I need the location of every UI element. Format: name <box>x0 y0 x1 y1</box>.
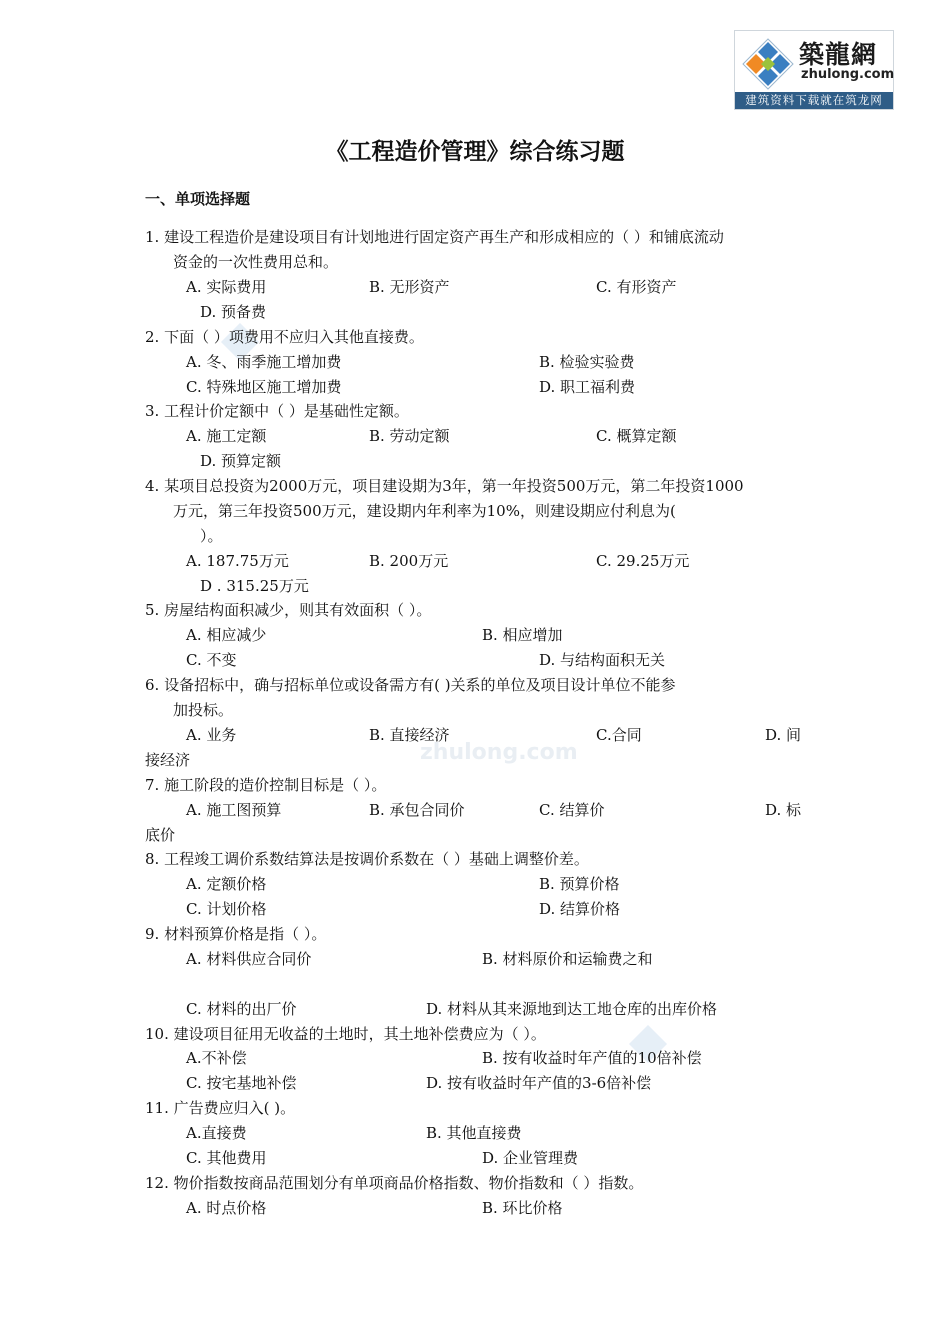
option: B. 其他直接费 <box>426 1124 522 1142</box>
option: B. 按有收益时年产值的10倍补偿 <box>482 1049 702 1067</box>
question-text: 7. 施工阶段的造价控制目标是（ ）。 <box>145 776 387 794</box>
option: D. 结算价格 <box>539 900 621 918</box>
option: C. 按宅基地补偿 <box>186 1074 297 1092</box>
option: D. 企业管理费 <box>482 1149 579 1167</box>
option: D. 标 <box>765 801 802 819</box>
question-text: ）。 <box>200 527 223 545</box>
option: C.合同 <box>596 726 642 744</box>
question-text: 1. 建设工程造价是建设项目有计划地进行固定资产再生产和形成相应的（ ）和铺底流动 <box>145 228 724 246</box>
question-text: 9. 材料预算价格是指（ ）。 <box>145 925 327 943</box>
option: A. 业务 <box>186 726 237 744</box>
option: B. 环比价格 <box>482 1199 563 1217</box>
option: B. 预算价格 <box>539 875 620 893</box>
option: B. 无形资产 <box>369 278 450 296</box>
question-text: 4. 某项目总投资为2000万元，项目建设期为3年，第一年投资500万元，第二年投资1000 <box>145 477 744 495</box>
question-text: 5. 房屋结构面积减少，则其有效面积（ ）。 <box>145 601 432 619</box>
document-title: 《工程造价管理》综合练习题 <box>325 139 625 165</box>
question-text: 12. 物价指数按商品范围划分有单项商品价格指数、物价指数和（ ）指数。 <box>145 1174 644 1192</box>
question-text: 6. 设备招标中，确与招标单位或设备需方有( )关系的单位及项目设计单位不能参 <box>145 676 676 694</box>
option: D. 材料从其来源地到达工地仓库的出库价格 <box>426 1000 718 1018</box>
option: C. 计划价格 <box>186 900 267 918</box>
logo-name: 築龍網 <box>799 40 878 69</box>
option: C. 概算定额 <box>596 427 677 445</box>
option: B. 劳动定额 <box>369 427 450 445</box>
option: A.不补偿 <box>186 1049 247 1067</box>
option: C. 特殊地区施工增加费 <box>186 378 342 396</box>
question-text: 11. 广告费应归入( )。 <box>145 1099 296 1117</box>
option: D. 预算定额 <box>200 452 282 470</box>
question-text: 加投标。 <box>173 701 234 719</box>
option: 底价 <box>145 826 176 844</box>
option: A. 施工定额 <box>186 427 267 445</box>
option: C. 不变 <box>186 651 237 669</box>
question-text: 3. 工程计价定额中（ ）是基础性定额。 <box>145 402 409 420</box>
option: B. 200万元 <box>369 552 449 570</box>
option: B. 相应增加 <box>482 626 563 644</box>
logo-diamond-icon <box>741 37 795 91</box>
question-text: 8. 工程竣工调价系数结算法是按调价系数在（ ）基础上调整价差。 <box>145 850 589 868</box>
option: B. 检验实验费 <box>539 353 635 371</box>
option: D. 与结构面积无关 <box>539 651 666 669</box>
option: A.直接费 <box>186 1124 247 1142</box>
option: A. 材料供应合同价 <box>186 950 312 968</box>
option: B. 承包合同价 <box>369 801 465 819</box>
option: B. 直接经济 <box>369 726 450 744</box>
option: D. 预备费 <box>200 303 267 321</box>
option: C. 结算价 <box>539 801 605 819</box>
option: A. 实际费用 <box>186 278 267 296</box>
option: A. 时点价格 <box>186 1199 267 1217</box>
question-text: 资金的一次性费用总和。 <box>173 253 339 271</box>
option: C. 有形资产 <box>596 278 677 296</box>
option: D. 间 <box>765 726 802 744</box>
watermark-text: zhulong.com <box>420 740 578 765</box>
option: C. 29.25万元 <box>596 552 690 570</box>
option: D. 按有收益时年产值的3-6倍补偿 <box>426 1074 652 1092</box>
question-text: 万元，第三年投资500万元，建设期内年利率为10%，则建设期应付利息为( <box>173 502 676 520</box>
option: B. 材料原价和运输费之和 <box>482 950 653 968</box>
option: A. 施工图预算 <box>186 801 282 819</box>
logo-domain: zhulong.com <box>801 67 895 82</box>
question-text: 2. 下面（ ）项费用不应归入其他直接费。 <box>145 328 424 346</box>
option: C. 其他费用 <box>186 1149 267 1167</box>
option: D. 职工福利费 <box>539 378 636 396</box>
option: A. 187.75万元 <box>186 552 289 570</box>
option: D . 315.25万元 <box>200 577 309 595</box>
question-text: 10. 建设项目征用无收益的土地时，其土地补偿费应为（ ）。 <box>145 1025 546 1043</box>
option: C. 材料的出厂价 <box>186 1000 297 1018</box>
section-heading: 一、单项选择题 <box>145 190 251 208</box>
zhulong-logo <box>734 30 894 110</box>
option: A. 定额价格 <box>186 875 267 893</box>
logo-slogan: 建筑资料下载就在筑龙网 <box>735 92 893 109</box>
option: A. 相应减少 <box>186 626 267 644</box>
option: 接经济 <box>145 751 191 769</box>
option: A. 冬、雨季施工增加费 <box>186 353 342 371</box>
